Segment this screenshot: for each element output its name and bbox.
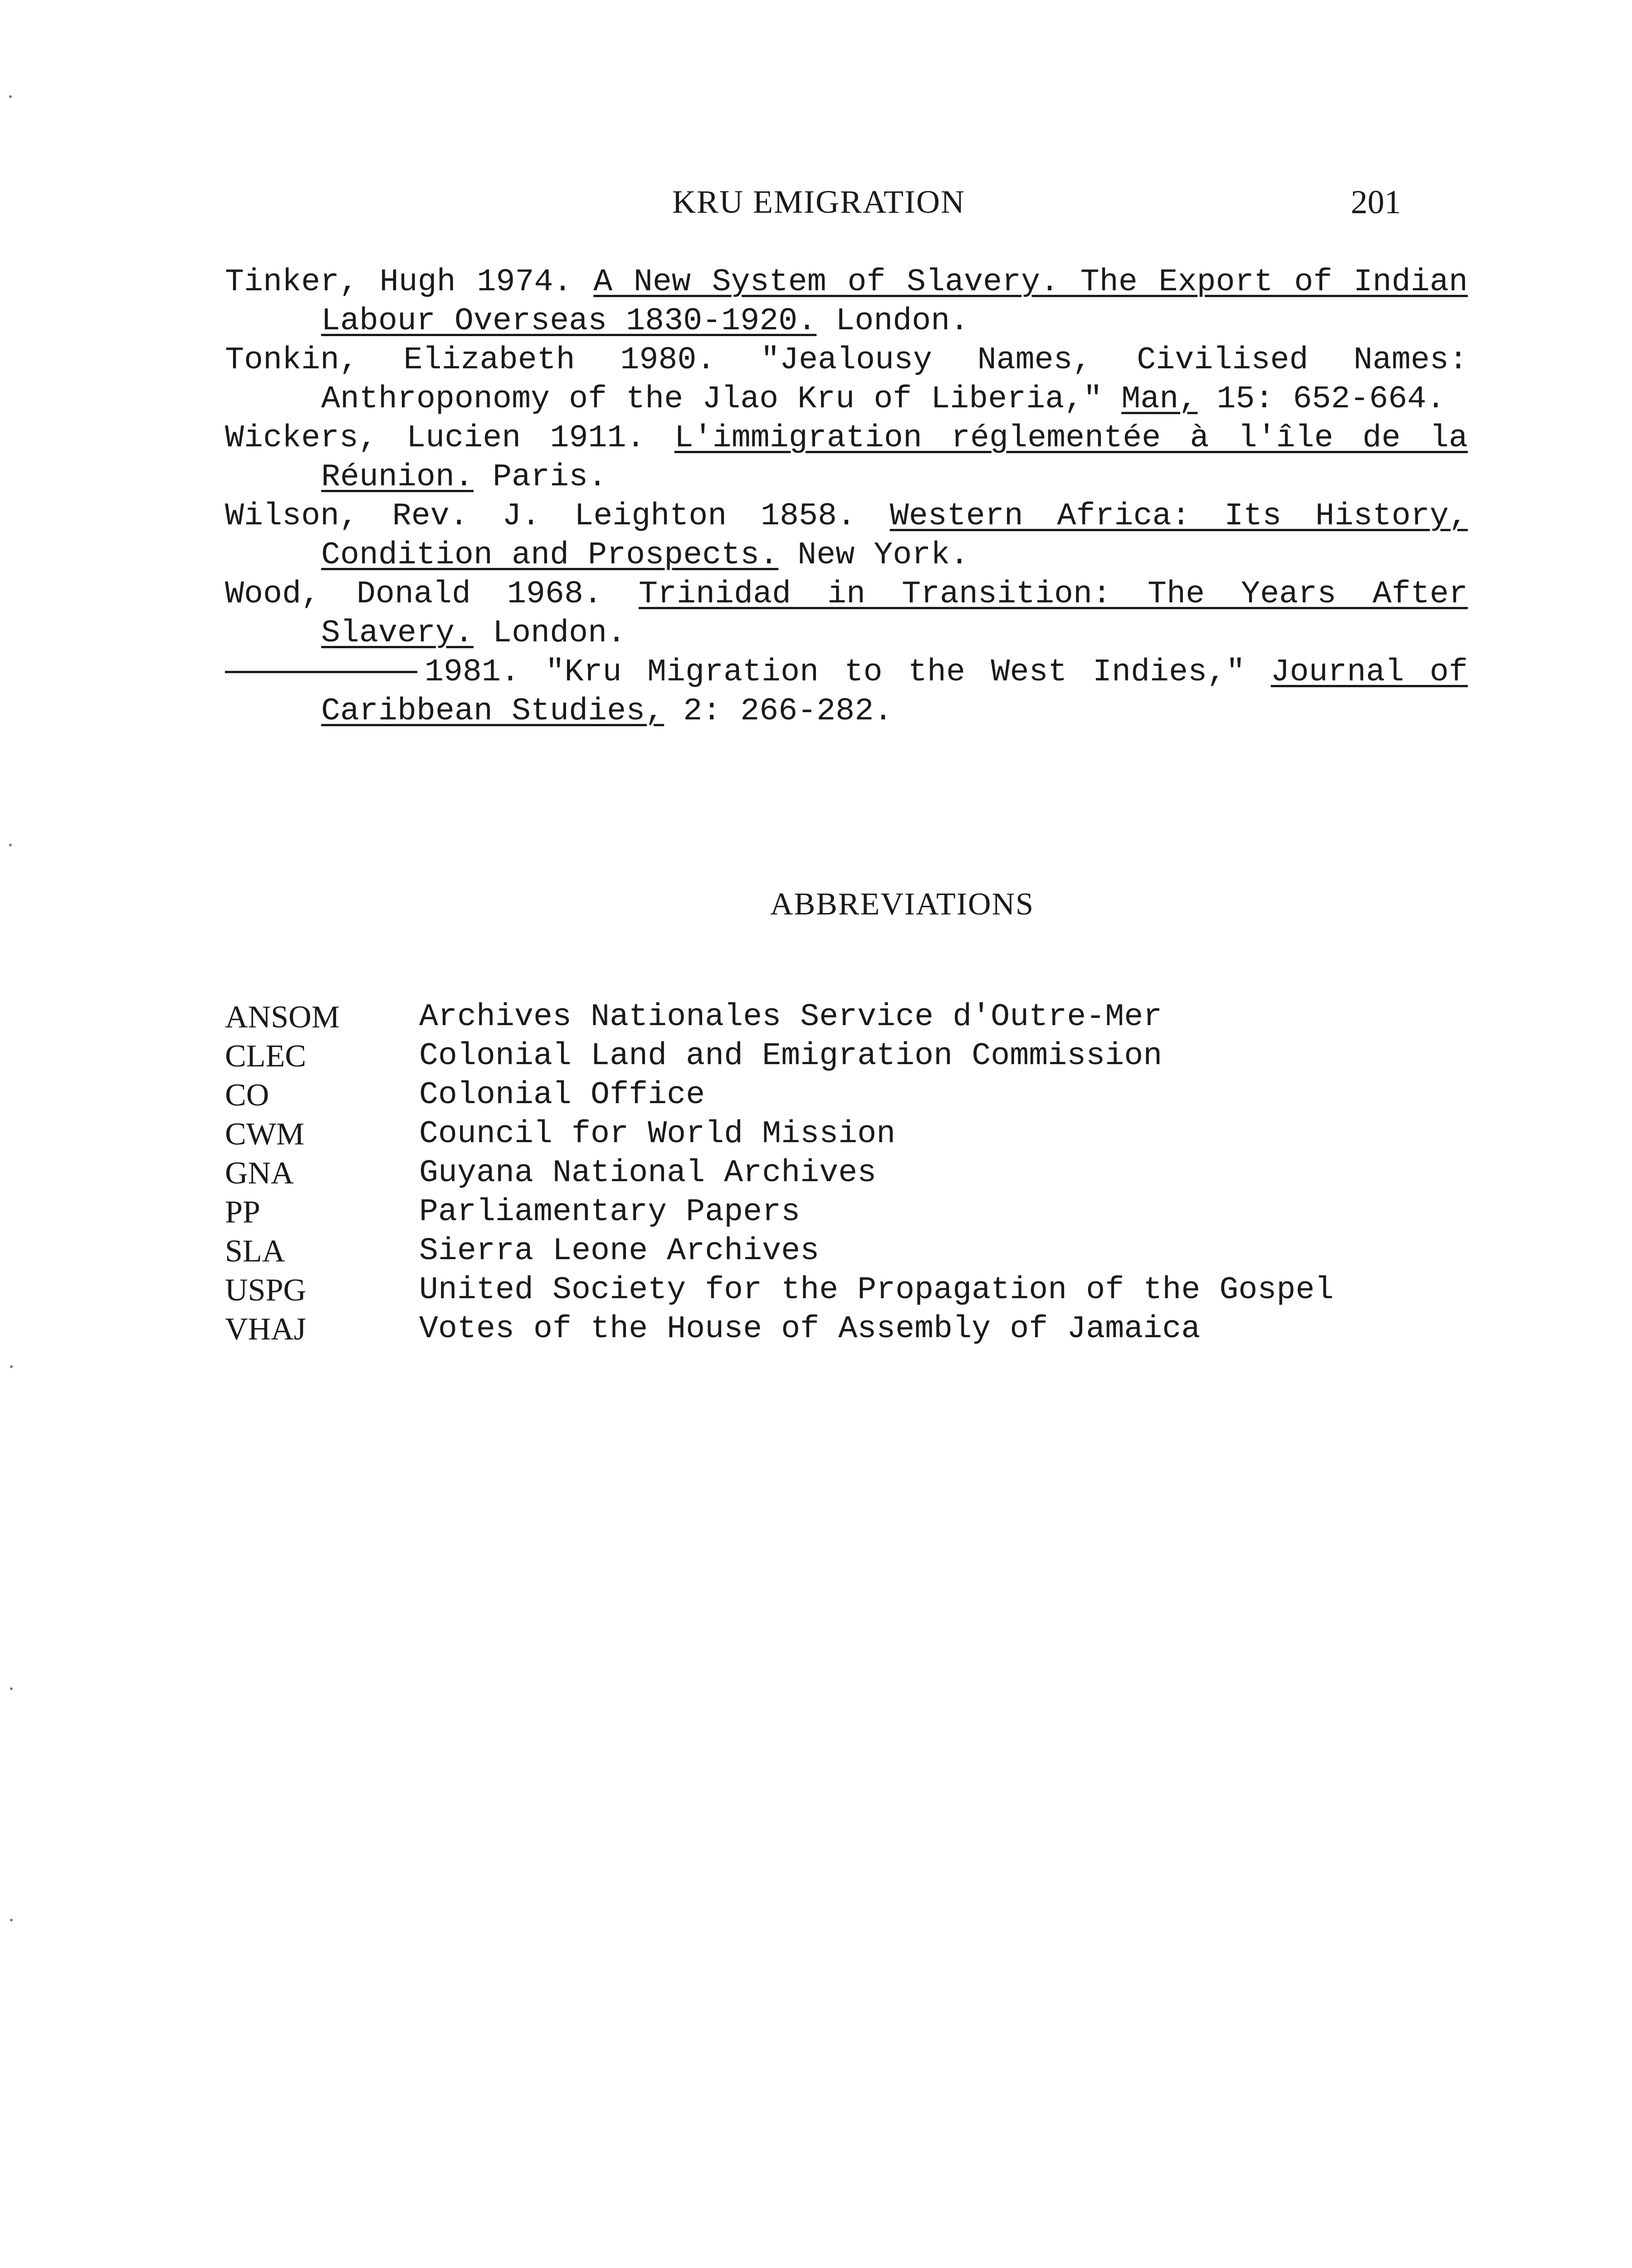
abbreviation-row	[225, 1193, 1334, 1232]
reference-author-date: Tinker, Hugh 1974.	[225, 264, 594, 300]
abbreviation-row	[225, 1271, 1334, 1310]
abbreviation-row	[225, 1232, 1334, 1271]
abbreviation-meaning: Guyana National Archives	[419, 1155, 877, 1191]
reference-publication: London.	[816, 303, 969, 339]
reference-publication: London.	[474, 616, 626, 651]
reference-author-date: 1981. "Kru Migration to the West Indies,"	[425, 655, 1271, 690]
reference-entry-wickers	[225, 419, 1468, 497]
running-head	[0, 183, 1632, 229]
page-number: 201	[1351, 184, 1401, 221]
abbreviation-code: ANSOM	[225, 1000, 340, 1035]
abbreviation-meaning: Parliamentary Papers	[419, 1194, 801, 1230]
abbreviation-meaning: Colonial Land and Emigration Commission	[419, 1038, 1163, 1074]
abbreviation-meaning: Colonial Office	[419, 1077, 705, 1113]
abbreviation-code: GNA	[225, 1156, 294, 1191]
running-title: KRU EMIGRATION	[672, 184, 965, 220]
abbreviation-code: PP	[225, 1195, 260, 1230]
reference-publication: Paris.	[474, 459, 607, 495]
reference-entry-wood-1981	[225, 653, 1468, 731]
abbreviation-code: SLA	[225, 1234, 285, 1269]
scan-speck	[9, 844, 12, 846]
reference-entry-tinker	[225, 263, 1468, 341]
abbreviation-row	[225, 1115, 1334, 1154]
abbreviation-code: USPG	[225, 1273, 306, 1308]
reference-list	[225, 263, 1468, 731]
reference-author-date: Wickers, Lucien 1911.	[225, 420, 674, 456]
scan-speck	[10, 1687, 13, 1690]
abbreviation-row	[225, 1037, 1334, 1076]
reference-title: Trinidad in Transition: The Years After Slavery.	[321, 577, 1468, 651]
abbreviation-meaning: Archives Nationales Service d'Outre-Mer	[419, 999, 1163, 1035]
same-author-rule	[225, 671, 417, 673]
reference-publication: New York.	[778, 538, 969, 573]
abbreviation-code: CO	[225, 1078, 269, 1113]
reference-title: L'immigration réglementée à l'île de la Réunion.	[321, 420, 1468, 495]
reference-entry-tonkin	[225, 341, 1468, 419]
reference-author-date: Wood, Donald 1968.	[225, 577, 639, 612]
abbreviation-row	[225, 1310, 1334, 1349]
abbreviation-code: CWM	[225, 1117, 304, 1152]
abbreviation-code: VHAJ	[225, 1312, 306, 1347]
reference-entry-wilson	[225, 497, 1468, 575]
abbreviation-row	[225, 1076, 1334, 1115]
abbreviation-row	[225, 1154, 1334, 1193]
abbreviations-heading-text: ABBREVIATIONS	[770, 887, 1035, 922]
abbreviation-meaning: Council for World Mission	[419, 1116, 896, 1152]
abbreviation-meaning: Votes of the House of Assembly of Jamaica	[419, 1311, 1201, 1347]
reference-title: Western Africa: Its History, Condition and Prospects.	[321, 499, 1468, 573]
scan-speck	[9, 95, 12, 98]
reference-title: Journal of Caribbean Studies,	[321, 655, 1468, 729]
reference-entry-wood-1968	[225, 575, 1468, 653]
abbreviation-code: CLEC	[225, 1039, 306, 1074]
reference-title: A New System of Slavery. The Export of Indian Labour Overseas 1830-1920.	[321, 264, 1468, 339]
abbreviation-meaning: Sierra Leone Archives	[419, 1233, 820, 1269]
abbreviations-list	[225, 998, 1334, 1349]
scan-speck	[10, 1919, 13, 1921]
abbreviation-meaning: United Society for the Propagation of the Gospel	[419, 1272, 1334, 1308]
reference-title: Man,	[1121, 381, 1198, 417]
scan-speck	[10, 1365, 13, 1368]
reference-author-date: Tonkin, Elizabeth 1980. "Jealousy Names, Civilised Names: Anthroponomy of the Jlao Kru of Liberia,"	[225, 342, 1468, 417]
reference-publication: 15: 652-664.	[1197, 381, 1446, 417]
reference-publication: 2: 266-282.	[664, 694, 893, 729]
abbreviations-heading	[0, 886, 1632, 923]
abbreviation-row	[225, 998, 1334, 1037]
reference-author-date: Wilson, Rev. J. Leighton 1858.	[225, 499, 890, 534]
